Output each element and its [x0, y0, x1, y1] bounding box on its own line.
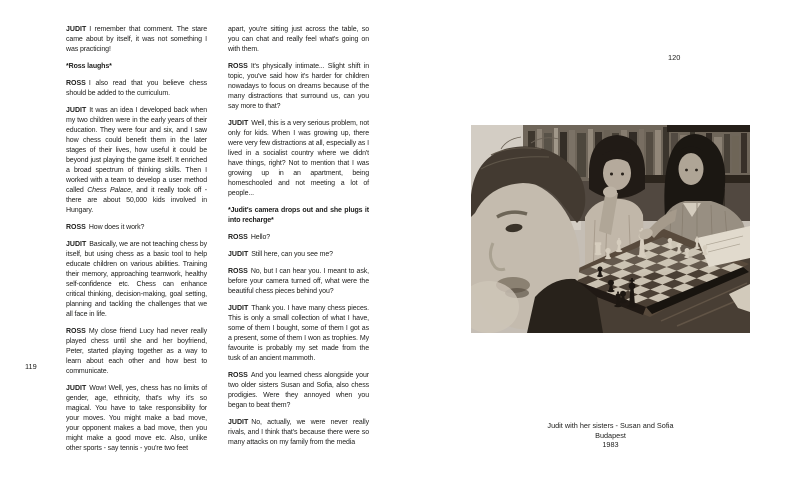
- speaker-label: JUDIT: [66, 241, 87, 248]
- dialogue-text: Thank you. I have many chess pieces. This is only a small collection of what I have, some of them I bought, some of them I got as a present, some of them I won as trophies. My favourite is probably my set made from the tusk of an ancient mammoth.: [228, 305, 369, 362]
- dialogue-text: apart, you're sitting just across the table, so you can chat and really feel what's going on with them.: [228, 26, 369, 53]
- page-number-right: 120: [668, 53, 681, 62]
- dialogue-text: Well, this is a very serious problem, not only for kids. When I was growing up, there were very few distractions at all, especially as I lived in a socialist country where we didn't have things, right? Not to mention that I was growing up in an apartment, being homeschooled and not meeting a lot of people...: [228, 120, 369, 197]
- stage-direction: *Ross laughs*: [66, 63, 112, 70]
- speaker-label: ROSS: [66, 328, 86, 335]
- dialogue-paragraph: [228, 25, 369, 55]
- dialogue-paragraph: [228, 371, 369, 411]
- dialogue-text: Still here, can you see me?: [251, 251, 333, 258]
- dialogue-paragraph: [228, 267, 369, 297]
- dialogue-paragraph: [228, 62, 369, 112]
- dialogue-paragraph: [66, 223, 207, 233]
- book-title-italic: Chess Palace: [87, 187, 131, 194]
- stage-direction: *Judit's camera drops out and she plugs it into recharge*: [228, 207, 369, 224]
- speaker-label: JUDIT: [66, 385, 87, 392]
- dialogue-text: Basically, we are not teaching chess by itself, but using chess as a basic tool to help educate children on various abilities. Training their memory, approaching teamwork, healthy self-confidence etc. Chess can enhance critical thinking, decision-making, goal setting, planning and tackling the challenges that we all face in life.: [66, 241, 207, 318]
- photo-illustration: [471, 125, 750, 333]
- speaker-label: JUDIT: [228, 251, 249, 258]
- dialogue-text: No, but I can hear you. I meant to ask, before your camera turned off, what were the beautiful chess pieces behind you?: [228, 268, 369, 295]
- dialogue-text: Wow! Well, yes, chess has no limits of gender, age, ethnicity, that's why it's so magical. You have to take responsibility for your moves. You might make a bad move, your opponent makes a bad move, then you might make a good move etc. Also, unlike other sports - say tennis - you're two feet: [66, 385, 207, 452]
- dialogue-paragraph: [228, 250, 369, 260]
- caption-title: Judit with her sisters - Susan and Sofia: [547, 421, 674, 430]
- dialogue-paragraph: [66, 327, 207, 377]
- photo-caption: [471, 421, 750, 450]
- dialogue-text: How does it work?: [88, 224, 145, 231]
- speaker-label: ROSS: [66, 80, 86, 87]
- photograph-judit-sisters: [471, 125, 750, 333]
- speaker-label: JUDIT: [66, 107, 87, 114]
- caption-place: Budapest: [595, 430, 626, 440]
- dialogue-text: It was an idea I developed back when my two children were in the early years of their education. They were four and six, and I saw how chess could benefit them in the later stages of their lives, how useful it could be beyond just playing the game itself. It enriched a broad spectrum of thinking skills. Then I worked with a team to develop a user method called: [66, 107, 207, 194]
- speaker-label: JUDIT: [228, 305, 249, 312]
- page-number-left: 119: [25, 362, 37, 371]
- speaker-label: ROSS: [228, 268, 248, 275]
- dialogue-paragraph: [66, 384, 207, 454]
- right-page: [400, 0, 800, 484]
- speaker-label: JUDIT: [66, 26, 87, 33]
- dialogue-text: Hello?: [250, 234, 271, 241]
- dialogue-text: My close friend Lucy had never really played chess until she and her boyfriend, Peter, started playing together as a way to learn about each other and how best to communicate.: [66, 328, 207, 375]
- speaker-label: ROSS: [228, 234, 248, 241]
- dialogue-paragraph: [228, 233, 369, 243]
- dialogue-paragraph: [228, 304, 369, 364]
- speaker-label: JUDIT: [228, 120, 249, 127]
- text-column-right: [228, 25, 369, 448]
- speaker-label: ROSS: [228, 372, 248, 379]
- caption-year: 1983: [602, 440, 619, 450]
- speaker-label: ROSS: [228, 63, 248, 70]
- dialogue-paragraph: [66, 106, 207, 216]
- speaker-label: ROSS: [66, 224, 86, 231]
- dialogue-paragraph: [228, 418, 369, 448]
- dialogue-paragraph: [66, 240, 207, 320]
- dialogue-text: I also read that you believe chess should be added to the curriculum.: [66, 80, 207, 97]
- dialogue-paragraph: [66, 25, 207, 55]
- dialogue-paragraph: [228, 119, 369, 199]
- dialogue-text: No, actually, we were never really rivals, and I think that's because there were so many attacks on my family from the media: [228, 419, 369, 446]
- dialogue-text: I remember that comment. The stare came about by itself, it was not something I was practicing!: [66, 26, 207, 53]
- speaker-label: JUDIT: [228, 419, 249, 426]
- dialogue-text: , and it really took off - there are about 50,000 kids involved in Hungary.: [66, 187, 207, 214]
- text-column-left: [66, 25, 207, 454]
- dialogue-text: It's physically intimate... Slight shift in topic, you've said how it's harder for children nowadays to focus on dreams because of the many distractions that surround us, can you say more to that?: [228, 63, 369, 110]
- dialogue-paragraph: [66, 79, 207, 99]
- dialogue-text: And you learned chess alongside your two older sisters Susan and Sofia, also chess prodigies. Were they annoyed when you began to beat them?: [228, 372, 369, 409]
